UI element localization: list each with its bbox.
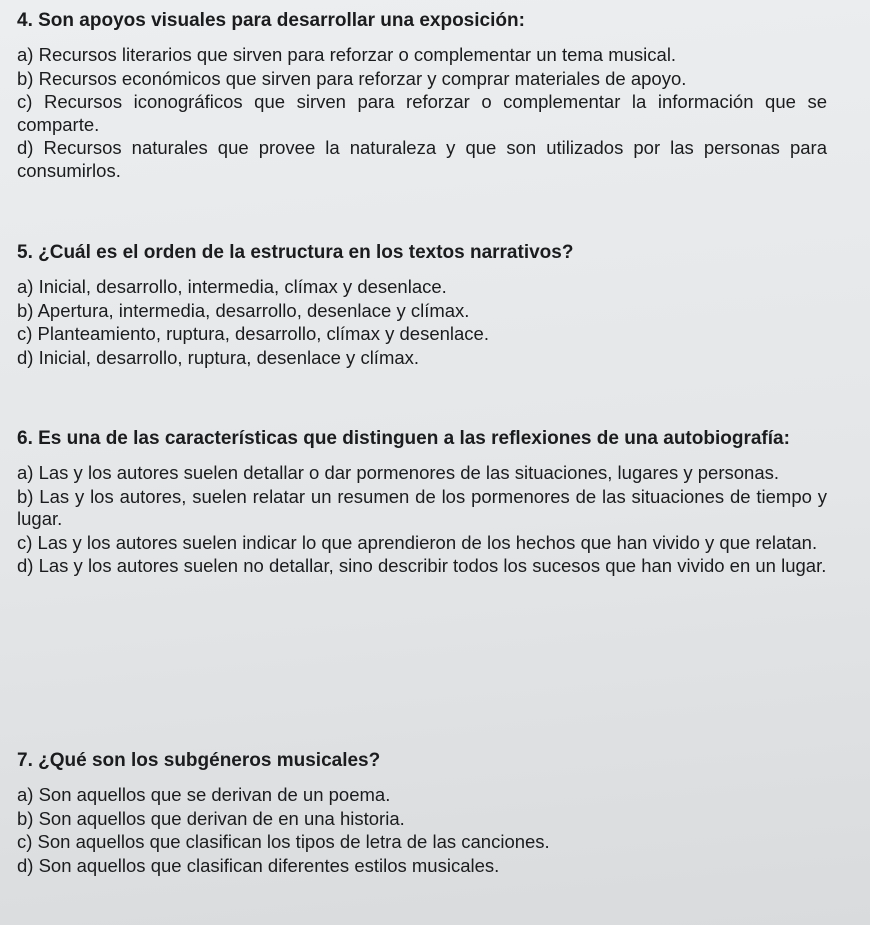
question-7 [17, 750, 827, 877]
option-c: c) Recursos iconográficos que sirven para reforzar o complementar la información que se comparte. [17, 91, 827, 135]
option-c: c) Las y los autores suelen indicar lo que aprendieron de los hechos que han vivido y que relatan. [17, 531, 818, 553]
option-a: a) Las y los autores suelen detallar o dar pormenores de las situaciones, lugares y personas. [17, 462, 780, 483]
question-title: 4. Son apoyos visuales para desarrollar una exposición: [17, 10, 525, 31]
option-c: c) Son aquellos que clasifican los tipos de letra de las canciones. [17, 831, 550, 852]
question-6 [17, 428, 827, 578]
option-b: b) Recursos económicos que sirven para reforzar y comprar materiales de apoyo. [17, 67, 687, 89]
option-b: b) Son aquellos que derivan de en una historia. [17, 807, 405, 829]
option-d: d) Inicial, desarrollo, ruptura, desenlace y clímax. [17, 346, 420, 368]
question-5 [17, 242, 827, 369]
option-a: a) Son aquellos que se derivan de un poema. [17, 784, 391, 805]
question-title: 6. Es una de las características que distinguen a las reflexiones de una autobiografía: [17, 428, 790, 449]
option-a: a) Inicial, desarrollo, intermedia, clímax y desenlace. [17, 276, 447, 297]
option-d: d) Son aquellos que clasifican diferentes estilos musicales. [17, 854, 500, 876]
question-title: 5. ¿Cuál es el orden de la estructura en los textos narrativos? [17, 242, 574, 263]
option-b: b) Apertura, intermedia, desarrollo, desenlace y clímax. [17, 299, 470, 321]
option-d: d) Recursos naturales que provee la naturaleza y que son utilizados por las personas para consumirlos. [17, 137, 827, 181]
option-a: a) Recursos literarios que sirven para reforzar o complementar un tema musical. [17, 44, 677, 65]
option-b: b) Las y los autores, suelen relatar un resumen de los pormenores de las situaciones de tiempo y lugar. [17, 485, 827, 529]
option-c: c) Planteamiento, ruptura, desarrollo, clímax y desenlace. [17, 323, 489, 344]
option-d: d) Las y los autores suelen no detallar, sino describir todos los sucesos que han vivido en un lugar. [17, 555, 827, 576]
question-title: 7. ¿Qué son los subgéneros musicales? [17, 750, 381, 771]
question-4 [17, 10, 827, 182]
